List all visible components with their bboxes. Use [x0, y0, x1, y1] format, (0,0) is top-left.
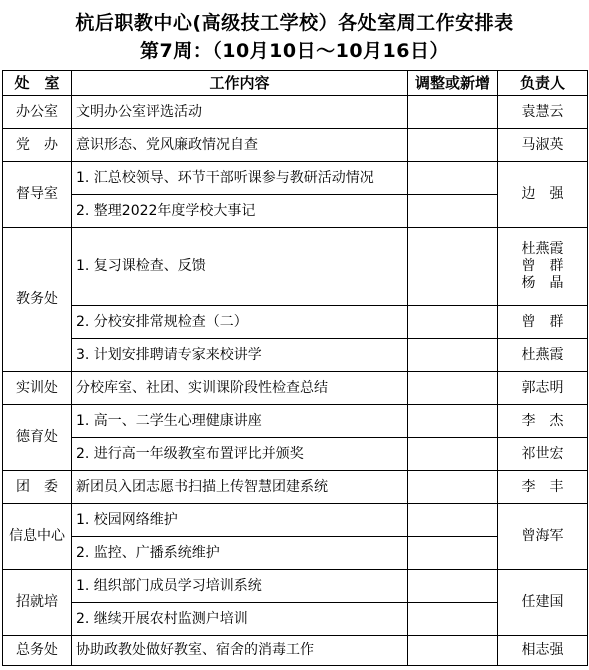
- table-row: [3, 162, 588, 195]
- owner-name: 杜燕霞: [521, 241, 564, 257]
- dept-cell: 总务处: [3, 636, 72, 666]
- table-row: [3, 570, 588, 603]
- task-cell: 1. 校园网络维护: [72, 504, 408, 537]
- task-cell: 2. 监控、广播系统维护: [72, 537, 408, 570]
- owner-cell: 祁世宏: [498, 438, 588, 471]
- owner-cell: 相志强: [498, 636, 588, 666]
- table-row: [3, 471, 588, 504]
- adjust-cell: [408, 228, 498, 306]
- task-cell: 1. 组织部门成员学习培训系统: [72, 570, 408, 603]
- adjust-cell: [408, 504, 498, 537]
- page-title: 杭后职教中心(高级技工学校）各处室周工作安排表: [75, 12, 514, 34]
- dept-cell: 信息中心: [3, 504, 72, 570]
- owner-name: 杨 晶: [521, 275, 564, 291]
- column-header-dept: 处 室: [3, 71, 72, 96]
- adjust-cell: [408, 603, 498, 636]
- adjust-cell: [408, 96, 498, 129]
- dept-cell: 德育处: [3, 405, 72, 471]
- task-cell: 1. 汇总校领导、环节干部听课参与教研活动情况: [72, 162, 408, 195]
- task-cell: 3. 计划安排聘请专家来校讲学: [72, 339, 408, 372]
- table-row: [3, 228, 588, 306]
- column-header-content: 工作内容: [72, 71, 408, 96]
- task-cell: 分校库室、社团、实训课阶段性检查总结: [72, 372, 408, 405]
- owner-cell: 李 丰: [498, 471, 588, 504]
- adjust-cell: [408, 162, 498, 195]
- owner-cell: 李 杰: [498, 405, 588, 438]
- table-row: [3, 306, 588, 339]
- owner-cell: 马淑英: [498, 129, 588, 162]
- owner-cell: 袁慧云: [498, 96, 588, 129]
- schedule-table: [2, 70, 588, 666]
- task-cell: 2. 分校安排常规检查（二）: [72, 306, 408, 339]
- adjust-cell: [408, 306, 498, 339]
- task-cell: 2. 整理2022年度学校大事记: [72, 195, 408, 228]
- column-header-owner: 负责人: [498, 71, 588, 96]
- task-cell: 1. 高一、二学生心理健康讲座: [72, 405, 408, 438]
- adjust-cell: [408, 405, 498, 438]
- owner-cell: 杜燕霞: [498, 339, 588, 372]
- table-row: [3, 504, 588, 537]
- dept-cell: 督导室: [3, 162, 72, 228]
- dept-cell: 办公室: [3, 96, 72, 129]
- owner-cell: [498, 228, 588, 306]
- page-subtitle: 第7周：（10月10日～10月16日）: [140, 40, 449, 62]
- dept-cell: 教务处: [3, 228, 72, 372]
- owner-cell: 曾 群: [498, 306, 588, 339]
- adjust-cell: [408, 438, 498, 471]
- adjust-cell: [408, 471, 498, 504]
- page-header: [0, 0, 589, 70]
- dept-cell: 实训处: [3, 372, 72, 405]
- adjust-cell: [408, 570, 498, 603]
- adjust-cell: [408, 537, 498, 570]
- table-row: [3, 372, 588, 405]
- task-cell: 1. 复习课检查、反馈: [72, 228, 408, 306]
- adjust-cell: [408, 129, 498, 162]
- dept-cell: 团 委: [3, 471, 72, 504]
- table-row: [3, 405, 588, 438]
- owner-cell: 任建国: [498, 570, 588, 636]
- task-cell: 2. 进行高一年级教室布置评比并颁奖: [72, 438, 408, 471]
- table-row: [3, 96, 588, 129]
- owner-cell: 郭志明: [498, 372, 588, 405]
- adjust-cell: [408, 636, 498, 666]
- table-row: [3, 636, 588, 666]
- dept-cell: 党 办: [3, 129, 72, 162]
- table-row: [3, 438, 588, 471]
- adjust-cell: [408, 195, 498, 228]
- task-cell: 2. 继续开展农村监测户培训: [72, 603, 408, 636]
- task-cell: 新团员入团志愿书扫描上传智慧团建系统: [72, 471, 408, 504]
- adjust-cell: [408, 372, 498, 405]
- task-cell: 文明办公室评选活动: [72, 96, 408, 129]
- adjust-cell: [408, 339, 498, 372]
- owner-cell: 曾海军: [498, 504, 588, 570]
- column-header-adjust: 调整或新增: [408, 71, 498, 96]
- task-cell: 协助政教处做好教室、宿舍的消毒工作: [72, 636, 408, 666]
- task-cell: 意识形态、党风廉政情况自查: [72, 129, 408, 162]
- dept-cell: 招就培: [3, 570, 72, 636]
- table-header-row: [3, 71, 588, 96]
- owner-name: 曾 群: [521, 258, 564, 274]
- table-row: [3, 339, 588, 372]
- table-row: [3, 129, 588, 162]
- owner-cell: 边 强: [498, 162, 588, 228]
